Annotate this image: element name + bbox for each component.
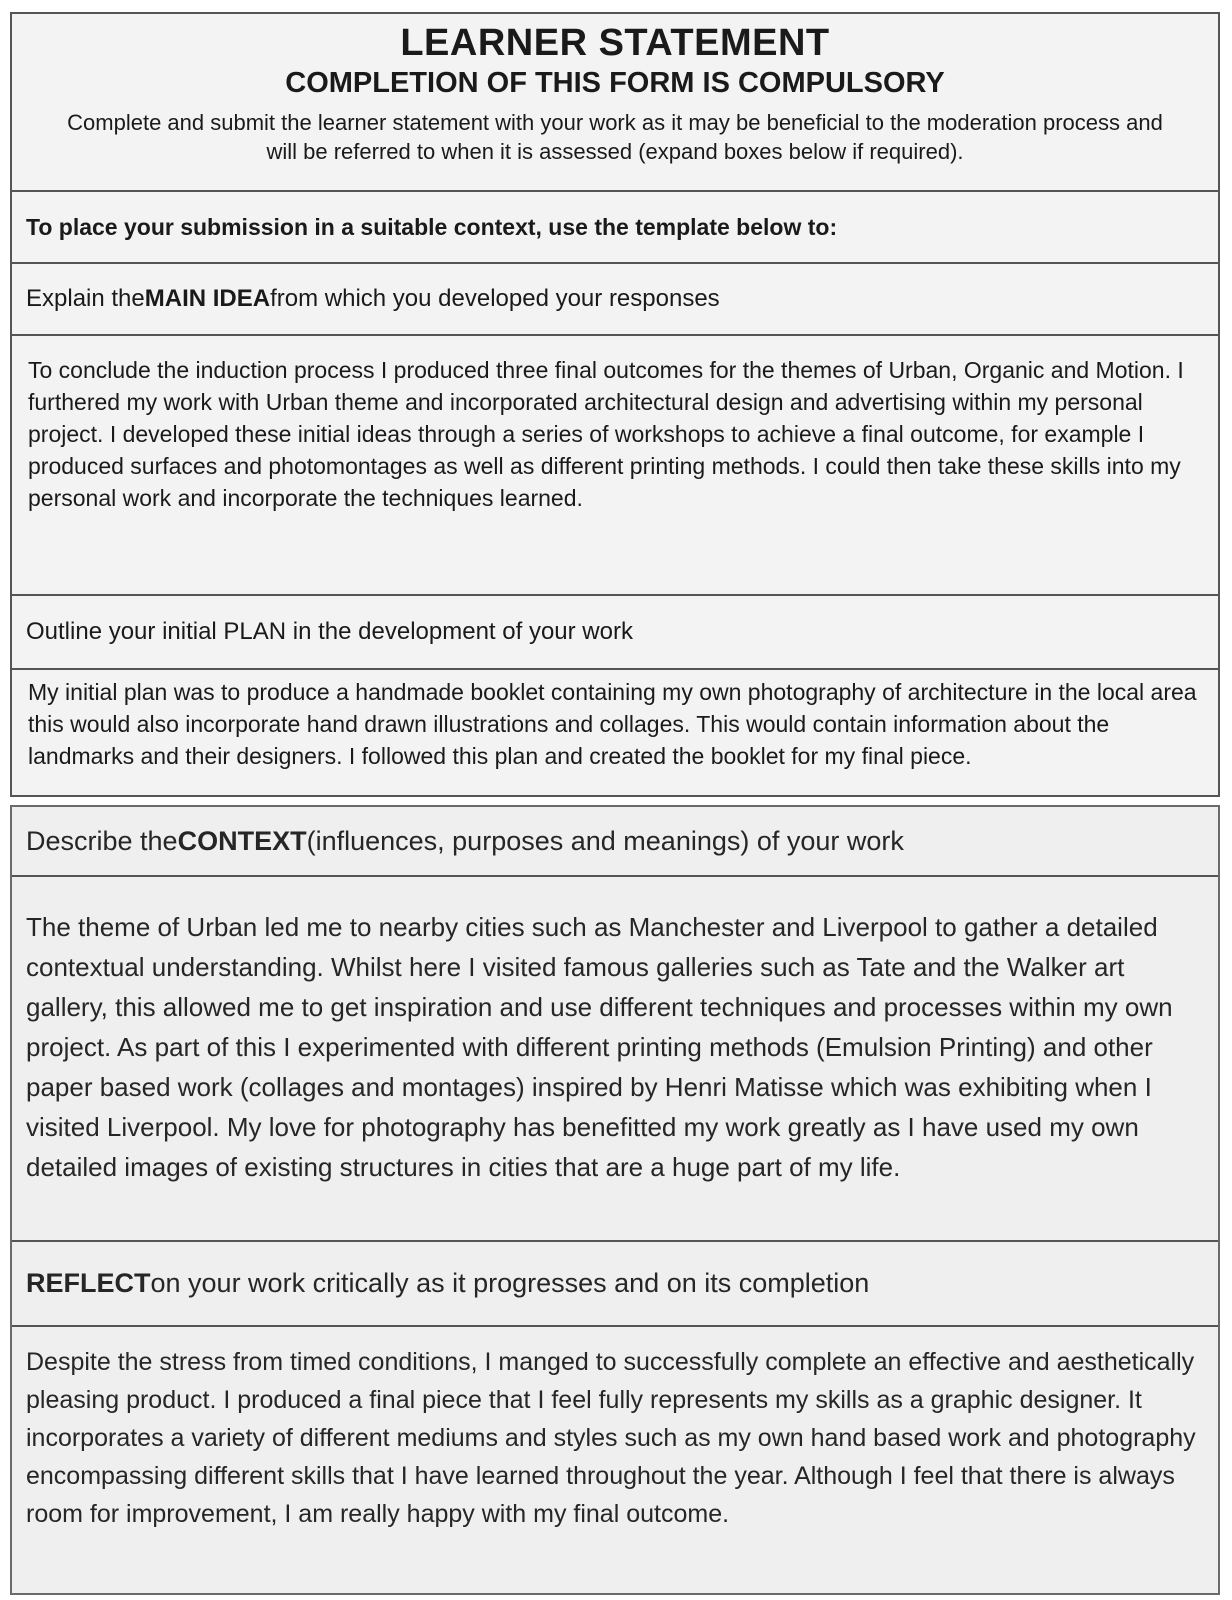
main-idea-prompt [12,264,1218,334]
plan-prompt-row [12,596,1218,670]
context-keyword: CONTEXT [177,825,307,856]
main-idea-prompt-row [12,264,1218,336]
reflect-prompt-row [12,1242,1218,1327]
form-title: LEARNER STATEMENT [400,22,830,64]
reflect-answer-box [12,1327,1218,1593]
context-answer-box [12,877,1218,1242]
main-idea-answer-box [12,336,1218,596]
context-section-prompt [12,807,1218,875]
context-prompt-row [12,192,1218,264]
plan-prompt: Outline your initial PLAN in the development of your work [26,618,633,645]
reflect-keyword: REFLECT [26,1268,151,1298]
main-idea-keyword: MAIN IDEA [144,285,271,312]
main-idea-answer: To conclude the induction process I produced three final outcomes for the themes of Urban, Organic and Motion. I furthered my work with Urban theme and incorporated architectural design and advertising within my personal project. I developed these initial ideas through a series of workshops to achieve a final outcome, for example I produced surfaces and photomontages as well as different printing methods. I could then take these skills into my personal work and incorporate the techniques learned. [28,357,1184,511]
reflect-suffix: on your work critically as it progresses and on its completion [150,1268,870,1298]
context-suffix: (influences, purposes and meanings) of your work [306,825,904,856]
form-header [12,14,1218,192]
context-prefix: Describe the [26,825,178,856]
main-idea-prefix: Explain the [26,285,145,312]
form-intro: Complete and submit the learner statement with your work as it may be beneficial to the moderation process and will be referred to when it is assessed (expand boxes below if required). [67,110,1163,164]
reflect-prompt [12,1242,1218,1325]
context-answer: The theme of Urban led me to nearby cities such as Manchester and Liverpool to gather a detailed contextual understanding. Whilst here I visited famous galleries such as Tate and the Walker art gallery, this allowed me to get inspiration and use different techniques and processes within my own project. As part of this I experimented with different printing methods (Emulsion Printing) and other paper based work (collages and montages) inspired by Henri Matisse which was exhibiting when I visited Liverpool. My love for photography has benefitted my work greatly as I have used my own detailed images of existing structures in cities that are a huge part of my life. [26,912,1173,1182]
plan-answer-box [12,670,1218,795]
form-sheet-top [10,12,1220,797]
plan-answer: My initial plan was to produce a handmade booklet containing my own photography of architecture in the local area this would also incorporate hand drawn illustrations and collages. This would contain information about the landmarks and their designers. I followed this plan and created the booklet for my final piece. [28,679,1197,769]
context-prompt-section-row [12,807,1218,877]
main-idea-suffix: from which you developed your responses [270,285,720,312]
form-sheet-bottom [10,805,1220,1595]
form-subtitle: COMPLETION OF THIS FORM IS COMPULSORY [285,67,945,99]
reflect-answer: Despite the stress from timed conditions, I manged to successfully complete an effective and aesthetically pleasing product. I produced a final piece that I feel fully represents my skills as a graphic designer. It incorporates a variety of different mediums and styles such as my own hand based work and photography encompassing different skills that I have learned throughout the year. Although I feel that there is always room for improvement, I am really happy with my final outcome. [26,1348,1196,1528]
context-prompt: To place your submission in a suitable context, use the template below to: [26,213,838,240]
